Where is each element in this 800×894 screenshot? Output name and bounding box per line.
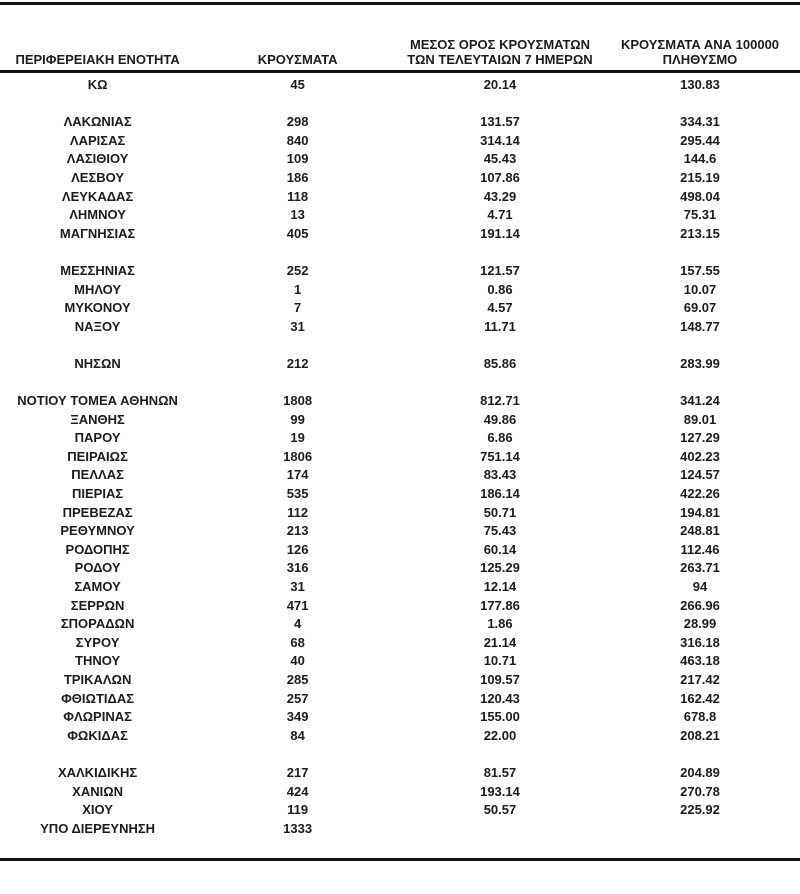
cell-region: ΦΩΚΙΔΑΣ (67, 727, 128, 743)
cell-per100k: 157.55 (680, 262, 720, 278)
header-row (0, 5, 800, 72)
cell-region: ΧΙΟΥ (82, 802, 113, 818)
cell-avg7: 191.14 (480, 225, 520, 241)
cell-region: ΠΕΙΡΑΙΩΣ (67, 448, 128, 464)
table-row (0, 132, 800, 151)
cell-region: ΜΗΛΟΥ (74, 281, 122, 297)
cell-per100k: 208.21 (680, 727, 720, 743)
cell-cases: 217 (286, 764, 309, 780)
spacer-cell (0, 95, 800, 114)
cell-cases: 316 (286, 560, 309, 576)
cell-per100k: 248.81 (680, 523, 720, 539)
cell-per100k: 75.31 (683, 207, 717, 223)
cell-per100k: 213.15 (680, 225, 720, 241)
cell-region: ΠΕΛΛΑΣ (71, 467, 124, 483)
cell-avg7: 83.43 (483, 467, 517, 483)
cell-per100k: 498.04 (680, 188, 720, 204)
header-per100k-label-line1: ΚΡΟΥΣΜΑΤΑ ΑΝΑ 100000 (620, 37, 780, 52)
cell-avg7: 177.86 (480, 597, 520, 613)
cell-avg7: 120.43 (480, 690, 520, 706)
table-row (0, 764, 800, 783)
table-row (0, 504, 800, 523)
cell-avg7: 6.86 (487, 430, 513, 446)
cell-avg7: 50.71 (483, 504, 517, 520)
header-avg7-label-line2: ΤΩΝ ΤΕΛΕΥΤΑΙΩΝ 7 ΗΜΕΡΩΝ (407, 52, 593, 67)
cell-avg7: 193.14 (480, 783, 520, 799)
cell-per100k: 130.83 (680, 77, 720, 92)
cell-cases: 212 (286, 355, 309, 371)
cell-cases: 349 (286, 709, 309, 725)
cell-avg7: 812.71 (480, 393, 520, 409)
spacer-cell (0, 243, 800, 262)
table-row (0, 429, 800, 448)
cell-avg7: 1.86 (487, 616, 513, 632)
cell-per100k: 422.26 (680, 486, 720, 502)
group-spacer-row (0, 374, 800, 393)
cell-avg7: 45.43 (483, 151, 517, 167)
cases-by-region-table (0, 5, 800, 838)
cell-per100k: 270.78 (680, 783, 720, 799)
cell-region: ΛΑΚΩΝΙΑΣ (63, 114, 132, 130)
cell-region: ΣΑΜΟΥ (74, 579, 121, 595)
cell-region: ΠΙΕΡΙΑΣ (72, 486, 124, 502)
table-row (0, 392, 800, 411)
cell-avg7: 20.14 (483, 77, 517, 92)
table-row (0, 169, 800, 188)
table-row (0, 262, 800, 281)
cell-avg7: 60.14 (483, 541, 517, 557)
cell-cases: 40 (290, 653, 305, 669)
cell-region: ΡΟΔΟΥ (74, 560, 121, 576)
table-row (0, 466, 800, 485)
cell-cases: 252 (286, 262, 309, 278)
cell-region: ΜΕΣΣΗΝΙΑΣ (60, 262, 135, 278)
table-row (0, 820, 800, 839)
table-row (0, 206, 800, 225)
cell-cases: 7 (293, 300, 302, 316)
cell-avg7: 85.86 (483, 355, 517, 371)
table-row (0, 281, 800, 300)
cell-region: ΛΑΣΙΘΙΟΥ (66, 151, 129, 167)
spacer-cell (0, 745, 800, 764)
table-row (0, 708, 800, 727)
cell-region: ΠΡΕΒΕΖΑΣ (62, 504, 133, 520)
table-row (0, 355, 800, 374)
cell-cases: 112 (287, 504, 309, 520)
table-row (0, 448, 800, 467)
table-row (0, 597, 800, 616)
spacer-cell (0, 336, 800, 355)
cell-per100k: 204.89 (680, 764, 720, 780)
table-row (0, 113, 800, 132)
cell-per100k: 28.99 (683, 616, 717, 632)
header-avg7 (400, 5, 600, 72)
table-row (0, 225, 800, 244)
cell-avg7: 4.71 (487, 207, 513, 223)
cell-avg7: 0.86 (487, 281, 513, 297)
table-row (0, 72, 800, 95)
cell-cases: 119 (287, 802, 309, 818)
cell-per100k: 463.18 (680, 653, 720, 669)
cell-cases: 213 (286, 523, 309, 539)
cell-cases: 13 (290, 207, 305, 223)
cell-region: ΞΑΝΘΗΣ (70, 411, 125, 427)
header-per100k (600, 5, 800, 72)
cell-region: ΣΕΡΡΩΝ (70, 597, 125, 613)
table-bottom-rule (0, 858, 800, 861)
cell-avg7: 21.14 (483, 634, 517, 650)
header-cases-label: ΚΡΟΥΣΜΑΤΑ (257, 52, 338, 67)
table-row (0, 634, 800, 653)
cell-per100k: 225.92 (680, 802, 720, 818)
cell-region: ΛΑΡΙΣΑΣ (69, 132, 126, 148)
cell-cases: 109 (286, 151, 309, 167)
cell-region: ΜΑΓΝΗΣΙΑΣ (59, 225, 136, 241)
cell-region: ΡΕΘΥΜΝΟΥ (60, 523, 135, 539)
cell-avg7: 314.14 (480, 132, 520, 148)
cell-cases: 4 (293, 616, 302, 632)
cell-cases: 424 (286, 783, 309, 799)
cell-cases: 31 (290, 579, 305, 595)
cell-cases: 174 (286, 467, 309, 483)
table-row (0, 578, 800, 597)
cell-avg7: 186.14 (480, 486, 520, 502)
cell-per100k: 316.18 (680, 634, 720, 650)
cell-per100k (600, 820, 800, 839)
table-body (0, 72, 800, 839)
header-region-label: ΠΕΡΙΦΕΡΕΙΑΚΗ ΕΝΟΤΗΤΑ (15, 52, 180, 67)
table-header (0, 5, 800, 72)
group-spacer-row (0, 95, 800, 114)
cell-region: ΛΗΜΝΟΥ (69, 207, 126, 223)
cell-cases: 471 (286, 597, 309, 613)
cell-avg7: 49.86 (483, 411, 517, 427)
table-row (0, 150, 800, 169)
cell-region: ΠΑΡΟΥ (74, 430, 121, 446)
cell-per100k: 194.81 (680, 504, 720, 520)
cell-avg7: 107.86 (480, 169, 520, 185)
cell-per100k: 10.07 (683, 281, 717, 297)
cell-per100k: 89.01 (683, 411, 717, 427)
cell-per100k: 112.46 (680, 541, 720, 557)
table-row (0, 485, 800, 504)
cell-region: ΝΑΞΟΥ (74, 318, 121, 334)
cell-region: ΦΘΙΩΤΙΔΑΣ (61, 690, 135, 706)
table-row (0, 318, 800, 337)
cell-region: ΣΠΟΡΑΔΩΝ (60, 616, 135, 632)
table-row (0, 727, 800, 746)
cell-region: ΦΛΩΡΙΝΑΣ (63, 709, 132, 725)
cell-avg7: 125.29 (480, 560, 520, 576)
cell-cases: 126 (286, 541, 309, 557)
cell-avg7: 81.57 (483, 764, 517, 780)
cell-cases: 84 (290, 727, 305, 743)
table-row (0, 559, 800, 578)
cell-avg7: 121.57 (480, 262, 520, 278)
cell-cases: 186 (286, 169, 309, 185)
cell-cases: 1 (293, 281, 302, 297)
header-per100k-label-line2: ΠΛΗΘΥΣΜΟ (662, 52, 738, 67)
cell-region: ΚΩ (87, 77, 108, 92)
cell-per100k: 295.44 (680, 132, 720, 148)
spacer-cell (0, 374, 800, 393)
cell-cases: 535 (286, 486, 309, 502)
cell-region: ΛΕΣΒΟΥ (71, 169, 125, 185)
cell-per100k: 94 (692, 579, 708, 595)
cell-avg7 (400, 820, 600, 839)
cell-per100k: 678.8 (683, 709, 717, 725)
cell-cases: 1806 (283, 448, 313, 464)
cell-per100k: 215.19 (680, 169, 720, 185)
cell-avg7: 155.00 (480, 709, 520, 725)
cell-avg7: 109.57 (480, 672, 520, 687)
table-row (0, 783, 800, 802)
cell-region: ΧΑΛΚΙΔΙΚΗΣ (57, 764, 138, 780)
cell-avg7: 22.00 (483, 727, 517, 743)
cell-region: ΥΠΟ ΔΙΕΡΕΥΝΗΣΗ (40, 820, 156, 836)
cell-cases: 31 (290, 318, 305, 334)
cell-region: ΛΕΥΚΑΔΑΣ (61, 188, 134, 204)
cell-cases: 99 (290, 411, 305, 427)
cell-cases: 285 (286, 672, 309, 687)
cell-cases: 45 (290, 77, 305, 92)
table-row (0, 690, 800, 709)
cell-avg7: 751.14 (480, 448, 520, 464)
group-spacer-row (0, 745, 800, 764)
cell-avg7: 10.71 (483, 653, 517, 669)
group-spacer-row (0, 336, 800, 355)
cell-region: ΣΥΡΟΥ (75, 634, 120, 650)
cell-per100k: 334.31 (680, 114, 720, 130)
cell-region: ΡΟΔΟΠΗΣ (65, 541, 130, 557)
cell-cases: 1808 (283, 393, 313, 409)
cell-region: ΝΟΤΙΟΥ ΤΟΜΕΑ ΑΘΗΝΩΝ (17, 393, 178, 409)
table-row (0, 671, 800, 690)
table-row (0, 541, 800, 560)
cell-per100k: 341.24 (680, 393, 720, 409)
table-row (0, 411, 800, 430)
table-row (0, 188, 800, 207)
cell-avg7: 43.29 (483, 188, 517, 204)
cell-per100k: 283.99 (680, 355, 720, 371)
cell-avg7: 75.43 (483, 523, 517, 539)
table-row (0, 652, 800, 671)
cell-cases: 118 (287, 188, 309, 204)
header-cases (195, 5, 400, 72)
group-spacer-row (0, 243, 800, 262)
cell-region: ΤΡΙΚΑΛΩΝ (63, 672, 132, 687)
cell-per100k: 266.96 (680, 597, 720, 613)
cell-cases: 257 (286, 690, 309, 706)
cell-cases: 19 (290, 430, 305, 446)
cell-avg7: 11.71 (484, 318, 516, 334)
cell-per100k: 402.23 (680, 448, 720, 464)
table-row (0, 299, 800, 318)
cell-cases: 68 (290, 634, 305, 650)
cell-per100k: 217.42 (680, 672, 720, 687)
table-row (0, 522, 800, 541)
cell-per100k: 124.57 (680, 467, 720, 483)
cell-avg7: 12.14 (483, 579, 517, 595)
cell-cases: 405 (286, 225, 309, 241)
cell-avg7: 4.57 (487, 300, 513, 316)
cell-region: ΜΥΚΟΝΟΥ (64, 300, 131, 316)
cell-cases: 298 (286, 114, 309, 130)
cell-per100k: 144.6 (683, 151, 717, 167)
cell-per100k: 162.42 (680, 690, 720, 706)
cell-per100k: 148.77 (680, 318, 720, 334)
cell-per100k: 69.07 (683, 300, 717, 316)
header-region (0, 5, 195, 72)
cell-per100k: 127.29 (680, 430, 720, 446)
cell-avg7: 50.57 (483, 802, 517, 818)
table-row (0, 615, 800, 634)
cell-region: ΧΑΝΙΩΝ (72, 783, 124, 799)
cell-avg7: 131.57 (480, 114, 520, 130)
cell-cases: 840 (286, 132, 309, 148)
table-row (0, 801, 800, 820)
cell-region: ΤΗΝΟΥ (75, 653, 121, 669)
cell-region: ΝΗΣΩΝ (74, 355, 121, 371)
cell-per100k: 263.71 (680, 560, 720, 576)
cell-cases: 1333 (283, 820, 313, 836)
header-avg7-label-line1: ΜΕΣΟΣ ΟΡΟΣ ΚΡΟΥΣΜΑΤΩΝ (409, 37, 591, 52)
